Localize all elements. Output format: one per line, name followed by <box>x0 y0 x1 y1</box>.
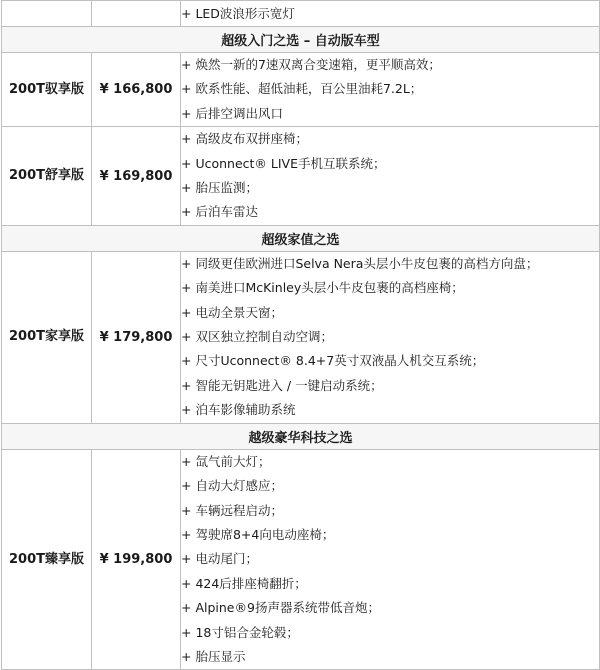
feature-item: + 驾驶席8+4向电动座椅； <box>181 526 335 542</box>
features-cell <box>181 53 600 127</box>
feature-item: + 车辆远程启动； <box>181 502 283 518</box>
features-cell <box>181 449 600 670</box>
spec-table-body <box>2 1 600 670</box>
feature-item: + 电动全景天窗； <box>181 304 283 320</box>
feature-item: + 氙气前大灯； <box>181 453 271 469</box>
section-title: 超级家值之选 <box>2 225 600 251</box>
feature-item: + 18寸铝合金轮毂； <box>181 624 299 640</box>
table-row-continued <box>2 1 600 27</box>
feature-item: + 焕然一新的7速双离合变速箱，更平顺高效； <box>181 57 441 72</box>
feature-item: + 智能无钥匙进入 / 一键启动系统； <box>181 377 383 393</box>
feature-item: + 同级更佳欧洲进口Selva Nera头层小牛皮包裹的高档方向盘； <box>181 255 539 271</box>
feature-item: + 高级皮布双拼座椅； <box>181 131 308 147</box>
table-row <box>2 251 600 423</box>
table-row <box>2 449 600 670</box>
section-title: 超级入门之选 – 自动版车型 <box>2 27 600 53</box>
feature-item: + 尺寸Uconnect® 8.4+7英寸双液晶人机交互系统； <box>181 353 485 369</box>
section-title: 越级豪华科技之选 <box>2 423 600 449</box>
feature-item: + Uconnect® LIVE手机互联系统； <box>181 155 386 171</box>
section-header-row <box>2 423 600 449</box>
feature-item: + 后排空调出风口 <box>181 105 283 121</box>
model-name: 200T臻享版 <box>2 449 92 670</box>
price: ¥ 179,800 <box>92 251 181 423</box>
feature-item: + Alpine®9扬声器系统带低音炮； <box>181 600 380 616</box>
trim-spec-table <box>1 0 600 670</box>
feature-item: + 424后排座椅翻折； <box>181 575 307 591</box>
feature-item: + 胎压显示 <box>181 648 246 664</box>
price-cell-empty <box>92 1 181 27</box>
feature-item: + 自动大灯感应； <box>181 478 283 494</box>
features-cell <box>181 251 600 423</box>
feature-item: + 胎压监测； <box>181 180 258 196</box>
feature-item: + LED波浪形示宽灯 <box>181 5 295 21</box>
section-header-row <box>2 225 600 251</box>
feature-item: + 欧系性能、超低油耗，百公里油耗7.2L； <box>181 81 423 97</box>
price: ¥ 166,800 <box>92 53 181 127</box>
feature-item: + 双区独立控制自动空调； <box>181 329 333 345</box>
feature-item: + 后泊车雷达 <box>181 204 258 220</box>
section-header-row <box>2 27 600 53</box>
feature-item: + 电动尾门； <box>181 551 258 567</box>
table-row <box>2 127 600 226</box>
features-cell <box>181 1 600 27</box>
model-name: 200T驭享版 <box>2 53 92 127</box>
model-name: 200T舒享版 <box>2 127 92 226</box>
feature-item: + 南美进口McKinley头层小牛皮包裹的高档座椅； <box>181 280 464 296</box>
table-row <box>2 53 600 127</box>
feature-item: + 泊车影像辅助系统 <box>181 402 296 418</box>
model-cell-empty <box>2 1 92 27</box>
price: ¥ 169,800 <box>92 127 181 226</box>
features-cell <box>181 127 600 226</box>
price: ¥ 199,800 <box>92 449 181 670</box>
model-name: 200T家享版 <box>2 251 92 423</box>
